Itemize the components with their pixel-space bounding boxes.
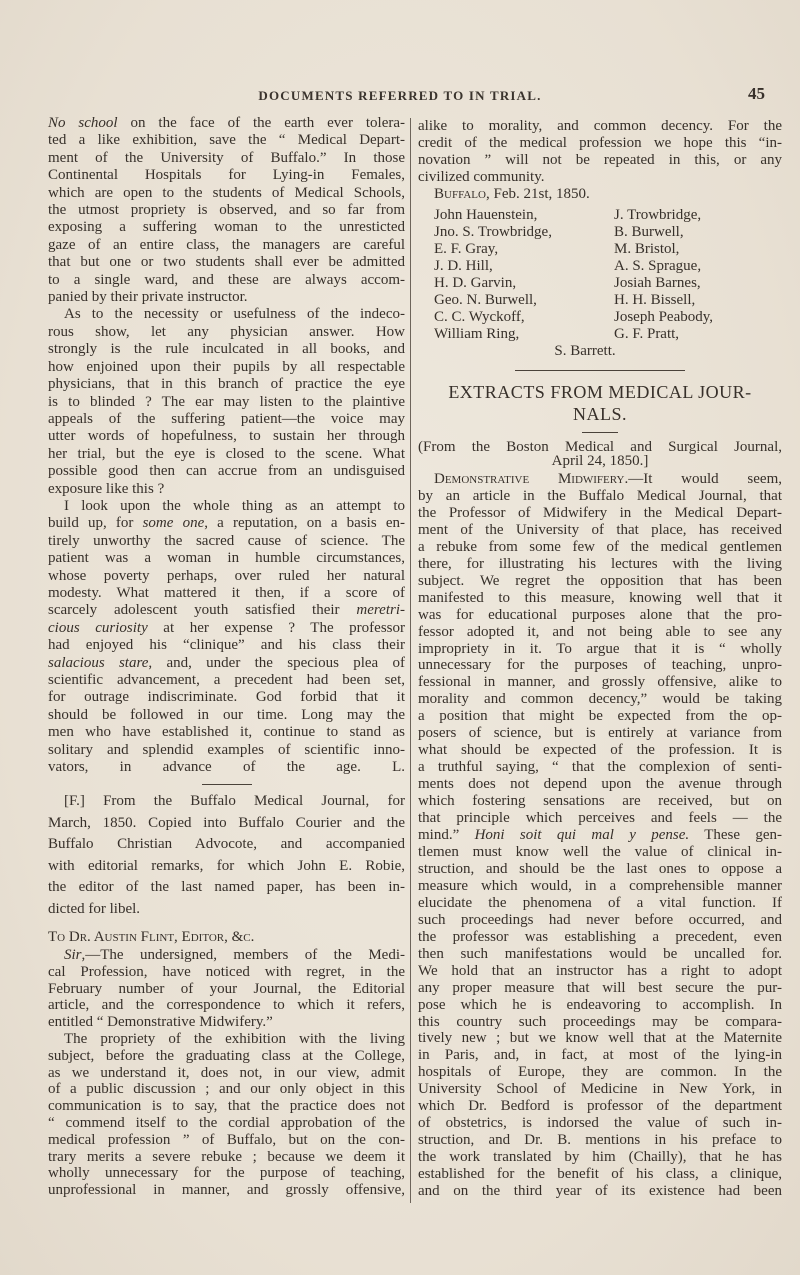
text-line: subject, before the graduating class at the College, xyxy=(48,1047,405,1064)
text-run: , and, under the specious plea of xyxy=(148,654,405,671)
text-line: whose poverty perhaps, over ruled her natural xyxy=(48,567,405,584)
text-line: “ commend itself to the cordial approbation of the xyxy=(48,1114,405,1131)
text-line: established for the benefit of his class, a clinique, xyxy=(418,1166,782,1183)
text-line: posers of science, but is entirely at variance from xyxy=(418,725,782,742)
text-line: tlemen must know well the value of clinical in- xyxy=(418,843,782,860)
text-line xyxy=(48,947,405,964)
text-line: ment of the University of Buffalo.” In those xyxy=(48,149,405,166)
text-line: the editor of the last named paper, has been in- xyxy=(48,879,405,896)
page-number: 45 xyxy=(748,84,765,103)
signatory-name: Geo. N. Burwell, xyxy=(434,292,537,308)
text-line: the professor was establishing a precedent, even xyxy=(418,928,782,945)
text-line: trary merits a severe rebuke ; because we deem it xyxy=(48,1148,405,1165)
text-line: ment of the University of that place, has received xyxy=(418,521,782,538)
text-line: vators, in advance of the age. L. xyxy=(48,759,405,776)
text-line: hospitals of Europe, they are common. In the xyxy=(418,1064,782,1081)
text-line: solitary and splendid examples of scientific inno- xyxy=(48,741,405,758)
text-line xyxy=(48,602,405,619)
text-line: tively new ; but we know well that at the Maternite xyxy=(418,1030,782,1047)
text-line: dicted for libel. xyxy=(48,900,141,917)
text-line: is to blinded ? The ear may listen to the plaintive xyxy=(48,393,405,410)
signatory-name: Jno. S. Trowbridge, xyxy=(434,224,552,240)
text-line: to a single ward, and these are always accom- xyxy=(48,271,405,288)
text-line: Buffalo Christian Advocote, and accompanied xyxy=(48,836,405,853)
text-line: that principle which perceives and feels — the xyxy=(418,810,782,827)
signatory-name: E. F. Gray, xyxy=(434,241,499,257)
text-line: how enjoined upon their pupils by all respectable xyxy=(48,358,405,375)
salutation xyxy=(48,927,405,947)
text-line: entitled “ Demonstrative Midwifery.” xyxy=(48,1014,273,1031)
text-line: strongly is the rule inculcated in all books, and xyxy=(48,341,405,358)
column-divider xyxy=(410,118,411,1203)
right-text-block-a xyxy=(418,118,782,203)
text-line: University School of Medicine in New York, in xyxy=(418,1081,782,1098)
italic-text: No school xyxy=(48,115,118,131)
signatory-list xyxy=(418,207,782,343)
text-line: then such manifestations would be uncalled for. xyxy=(418,945,782,962)
text-line: exposing a suffering woman to the unresticted xyxy=(48,219,405,236)
small-caps-text: Demonstrative Midwifery xyxy=(434,471,625,487)
text-run: on the face of the earth ever tolera- xyxy=(117,115,405,131)
signatory-name: H. H. Bissell, xyxy=(614,292,696,308)
text-line: this country such proceedings may be compara- xyxy=(418,1013,782,1030)
text-run: , Feb. 21st, 1850. xyxy=(485,186,590,202)
text-line: ments does not depend upon the avenue through xyxy=(418,776,782,793)
left-text-block-a xyxy=(48,115,405,776)
text-line: The propriety of the exhibition with the living xyxy=(64,1030,405,1047)
text-line: impropriety in it. To argue that it is “ wholly xyxy=(418,640,782,657)
text-line: article, and the correspondence to which it refers, xyxy=(48,997,405,1014)
text-line xyxy=(418,186,782,203)
text-line: ted a like exhibition, save the “ Medical Depart- xyxy=(48,132,405,149)
text-line: patient was a woman in humble circumstances, xyxy=(48,550,405,567)
signatory-name: A. S. Sprague, xyxy=(614,258,702,274)
text-line: February number of your Journal, the Editorial xyxy=(48,980,405,997)
section-rule xyxy=(418,370,782,371)
text-line: was for educational purposes alone that the pro- xyxy=(418,606,782,623)
text-line xyxy=(418,471,782,488)
text-line xyxy=(48,620,405,637)
italic-text: salacious stare xyxy=(48,654,149,671)
text-line: exposure like this ? xyxy=(48,480,165,497)
running-title: DOCUMENTS REFERRED TO IN TRIAL. xyxy=(258,88,542,103)
signatory-name: M. Bristol, xyxy=(614,241,680,257)
signatory-name: J. D. Hill, xyxy=(434,258,493,274)
text-line: gaze of an entire class, the managers are careful xyxy=(48,236,405,253)
text-line: possible good then can accrue from an undisguised xyxy=(48,463,405,480)
text-line: should be followed in our time. Long may the xyxy=(48,706,405,723)
text-run: scarcely adolescent youth satisfied their xyxy=(48,602,357,619)
text-line: by an article in the Buffalo Medical Journal, that xyxy=(418,487,782,504)
italic-text: Honi soit qui mal y pense. xyxy=(474,827,690,844)
text-line: of a public discussion ; and our only object in this xyxy=(48,1081,405,1098)
signatories xyxy=(418,207,782,360)
text-line: tirely unworthy the sacred cause of science. The xyxy=(48,532,405,549)
text-line: which Dr. Bedford is professor of the department xyxy=(418,1098,782,1115)
text-line: physicians, that in this branch of practice the eye xyxy=(48,376,405,393)
text-line: fessor adopted it, and not being able to see any xyxy=(418,623,782,640)
text-line: measure which would, in a comprehensible manner xyxy=(418,877,782,894)
left-text-block-b xyxy=(48,791,405,921)
italic-text: meretri- xyxy=(356,602,405,619)
text-line: appeals of the suffering patient—the voice may xyxy=(48,410,405,427)
text-line: elucidate the phenomena of a vital function. If xyxy=(418,894,782,911)
text-line: novation ” will not be repeated in this, or any xyxy=(418,152,782,168)
text-run: mind.” xyxy=(418,827,475,844)
text-run: ,—The undersigned, members of the Medi- xyxy=(81,947,405,963)
text-line: and on the third year of its existence had been xyxy=(418,1183,782,1200)
text-line: such proceedings had never before occurred, and xyxy=(418,911,782,928)
text-line xyxy=(48,655,405,672)
text-line: a rebuke from some few of the medical gentlemen xyxy=(418,538,782,555)
signatory-name: H. D. Garvin, xyxy=(434,275,517,291)
source-line: April 24, 1850.] xyxy=(551,453,649,469)
text-line: struction, and Dr. B. mentions in his preface to xyxy=(418,1132,782,1149)
text-line: alike to morality, and common decency. For the xyxy=(418,118,782,134)
text-line: in Paris, and, in fact, at most of the lying-in xyxy=(418,1047,782,1064)
signatory-name: B. Burwell, xyxy=(614,224,684,240)
text-line: Continental Hospitals for Lying-in Females, xyxy=(48,167,405,184)
text-run: These gen- xyxy=(689,827,782,844)
text-line: wholly unnecessary for the purpose of teaching, xyxy=(48,1165,405,1182)
heading-line: NALS. xyxy=(572,404,627,424)
text-line: which fostering sensations are received, but on xyxy=(418,793,782,810)
text-line: her trial, but the eye is closed to the scene. What xyxy=(48,445,405,462)
signatory-name: Joseph Peabody, xyxy=(614,309,714,325)
text-line: morality and common decency,” would be taking xyxy=(418,691,782,708)
text-line: As to the necessity or usefulness of the indeco- xyxy=(64,306,405,323)
text-run: , a reputation, on a basis en- xyxy=(204,515,405,532)
text-line: the utmost propriety is observed, and so far from xyxy=(48,202,405,219)
text-line: the work translated by him (Chailly), that he has xyxy=(418,1149,782,1166)
text-line: unnecessary for the purposes of teaching, unpro- xyxy=(418,657,782,674)
heading-rule xyxy=(418,432,782,433)
text-run: build up, for xyxy=(48,515,143,532)
signatory-name: G. F. Pratt, xyxy=(614,326,680,342)
text-line: had enjoyed his “clinique” and his class their xyxy=(48,637,405,654)
text-line: pose which he is endeavoring to accomplish. In xyxy=(418,996,782,1013)
text-line: a position that might be expected from the op- xyxy=(418,708,782,725)
text-run: .—It would seem, xyxy=(624,471,782,487)
text-line: [F.] From the Buffalo Medical Journal, for xyxy=(64,793,405,809)
signatory-name: Josiah Barnes, xyxy=(614,275,701,291)
text-line: struction, and should be the last ones to oppose a xyxy=(418,860,782,877)
small-caps-text: Buffalo xyxy=(434,186,486,202)
text-line: scientific advancement, a precedent had been set, xyxy=(48,672,405,688)
text-line: a truthful saying, “ that the complexion of senti- xyxy=(418,759,782,776)
text-line: credit of the medical profession we hope this “in- xyxy=(418,135,782,151)
text-line: for outrage indiscriminate. God forbid that it xyxy=(48,689,405,706)
text-line: any proper measure that will best secure the pur- xyxy=(418,979,782,996)
signatory-name: William Ring, xyxy=(434,326,520,342)
text-line: communication is to say, that the practice does not xyxy=(48,1098,405,1115)
text-line: which are open to the students of Medical Schools, xyxy=(48,184,405,201)
text-line: cal Profession, have noticed with regret, in the xyxy=(48,963,405,980)
text-line: civilized community. xyxy=(418,169,545,185)
text-line: rous show, let any physician answer. How xyxy=(48,323,405,340)
right-text-block-b xyxy=(418,471,782,1200)
text-line: March, 1850. Copied into Buffalo Courier and the xyxy=(48,814,405,831)
left-text-block-c xyxy=(48,947,405,1199)
text-line: I look upon the whole thing as an attempt to xyxy=(64,497,405,514)
text-line: the Professor of Midwifery in the Medical Depart- xyxy=(418,504,782,521)
text-line: subject. We regret the opposition that has been xyxy=(418,572,782,589)
source-line: (From the Boston Medical and Surgical Journal, xyxy=(418,439,782,455)
text-line xyxy=(48,927,405,947)
text-line xyxy=(48,115,405,132)
italic-text: cious curiosity xyxy=(48,619,148,636)
section-heading xyxy=(418,381,782,425)
text-line: as we understand it, does not, in our view, admit xyxy=(48,1064,405,1081)
text-run: at her expense ? The professor xyxy=(147,619,405,636)
text-line: that but one or two students shall ever be admitted xyxy=(48,254,405,271)
last-signatory: S. Barrett. xyxy=(554,343,616,359)
small-caps-text: To Dr. Austin Flint, Editor, &c. xyxy=(48,929,255,945)
text-line: men who have established it, continue to stand as xyxy=(48,724,405,741)
signatory-name: C. C. Wyckoff, xyxy=(434,309,525,325)
text-line xyxy=(48,515,405,532)
text-line: panied by their private instructor. xyxy=(48,289,248,306)
text-line: modesty. What mattered it then, if a score of xyxy=(48,584,405,601)
italic-text: some one xyxy=(142,515,205,532)
text-line: medical profession ” of Buffalo, but on the con- xyxy=(48,1131,405,1148)
signatory-name: J. Trowbridge, xyxy=(614,207,702,223)
text-line: We hold that an instructor has a right to adopt xyxy=(418,962,782,979)
source-citation xyxy=(418,440,782,468)
italic-text: Sir xyxy=(64,947,82,963)
text-line: utter words of hopefulness, to sustain her through xyxy=(48,428,405,445)
text-line: of obstetrics, is indorsed the value of such in- xyxy=(418,1115,782,1132)
heading-line: EXTRACTS FROM MEDICAL JOUR- xyxy=(448,382,752,402)
text-line: what should be expected of the profession. It is xyxy=(418,742,782,759)
text-line: with editorial remarks, for which John E. Robie, xyxy=(48,857,405,874)
section-rule xyxy=(48,784,405,785)
text-line xyxy=(418,827,782,844)
text-line: fessional in manner, and grossly offensive, alike to xyxy=(418,674,782,691)
text-line: there, for illustrating his lectures with the living xyxy=(418,555,782,572)
text-line: manifested to this measure, knowing well that it xyxy=(418,589,782,606)
signatory-name: John Hauenstein, xyxy=(434,207,538,223)
text-line: unprofessional in manner, and grossly offensive, xyxy=(48,1182,405,1199)
